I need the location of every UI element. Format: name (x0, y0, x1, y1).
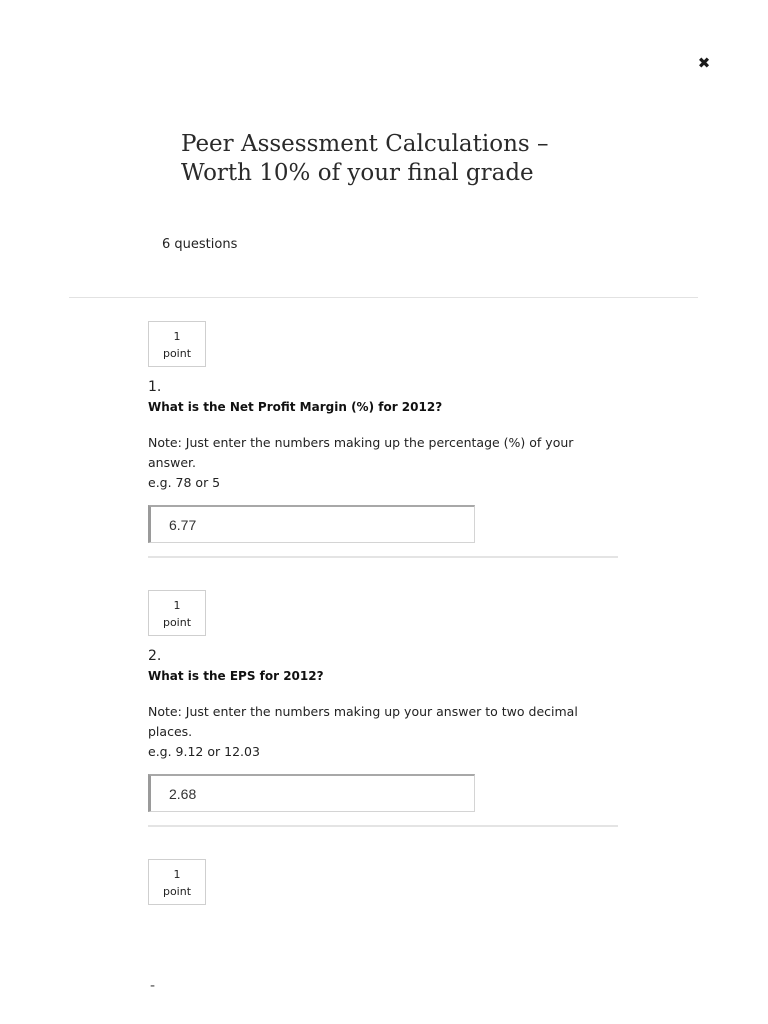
question-number: - (150, 978, 156, 994)
points-badge (148, 590, 206, 636)
points-value: 1 (173, 330, 181, 343)
points-unit: point (162, 885, 192, 898)
question-1 (148, 321, 618, 543)
question-count: 6 questions (162, 237, 238, 252)
points-unit: point (162, 616, 192, 629)
question-note (148, 702, 618, 762)
question-2 (148, 590, 618, 812)
question-number: 2. (148, 648, 162, 664)
question-text: What is the Net Profit Margin (%) for 2012? (148, 400, 443, 414)
quiz-title (181, 130, 621, 188)
close-icon[interactable]: ✖ (697, 54, 711, 72)
points-value: 1 (173, 599, 181, 612)
question-note-line-2: e.g. 9.12 or 12.03 (148, 744, 260, 759)
quiz-title-line-1: Peer Assessment Calculations – (181, 131, 549, 157)
quiz-title-line-2: Worth 10% of your final grade (181, 160, 534, 186)
question-note (148, 433, 618, 493)
question-note-line-2: e.g. 78 or 5 (148, 475, 221, 490)
question-note-line-1: Note: Just enter the numbers making up the percentage (%) of your answer. (148, 435, 574, 470)
header-divider (69, 297, 698, 298)
question-divider (148, 825, 618, 827)
points-unit: point (162, 347, 192, 360)
question-3 (148, 859, 618, 905)
question-note-line-1: Note: Just enter the numbers making up your answer to two decimal places. (148, 704, 578, 739)
answer-input[interactable] (148, 505, 475, 543)
points-value: 1 (173, 868, 181, 881)
question-divider (148, 556, 618, 558)
question-text: What is the EPS for 2012? (148, 669, 324, 683)
question-number: 1. (148, 379, 162, 395)
answer-input[interactable] (148, 774, 475, 812)
points-badge (148, 859, 206, 905)
points-badge (148, 321, 206, 367)
